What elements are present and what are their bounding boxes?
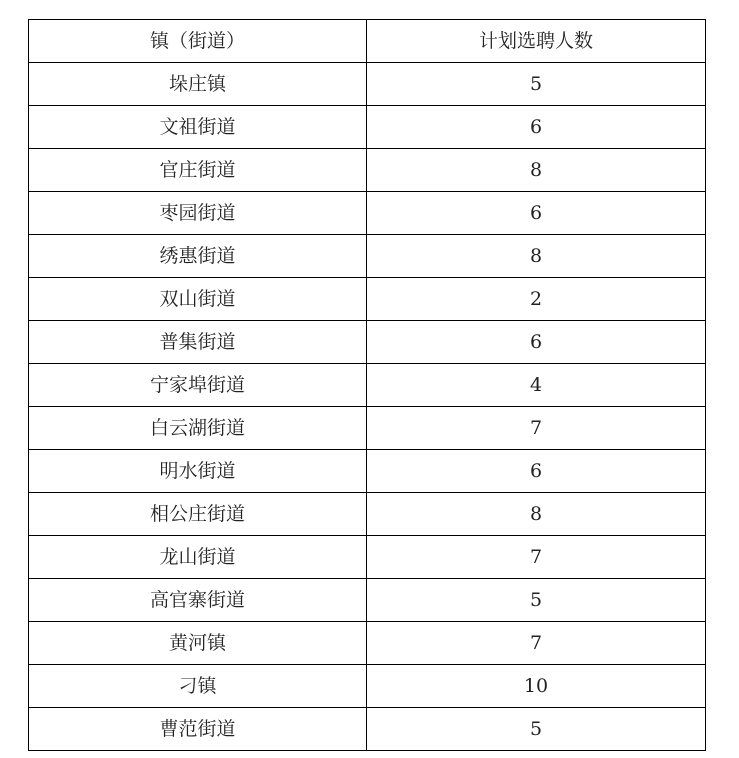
table-row	[29, 493, 706, 536]
count-cell: 7	[367, 407, 706, 450]
table-row	[29, 106, 706, 149]
town-cell: 双山街道	[29, 278, 367, 321]
count-cell: 7	[367, 622, 706, 665]
count-cell: 7	[367, 536, 706, 579]
count-cell: 6	[367, 450, 706, 493]
count-cell: 2	[367, 278, 706, 321]
table-row	[29, 63, 706, 106]
table-header	[29, 20, 706, 63]
table-row	[29, 321, 706, 364]
count-cell: 6	[367, 106, 706, 149]
town-cell: 龙山街道	[29, 536, 367, 579]
table-row	[29, 536, 706, 579]
town-cell: 曹范街道	[29, 708, 367, 751]
count-cell: 6	[367, 321, 706, 364]
table-body	[29, 63, 706, 751]
table-row	[29, 149, 706, 192]
table-row	[29, 407, 706, 450]
count-cell: 5	[367, 579, 706, 622]
town-cell: 高官寨街道	[29, 579, 367, 622]
header-town: 镇（街道）	[29, 20, 367, 63]
header-count: 计划选聘人数	[367, 20, 706, 63]
count-cell: 5	[367, 708, 706, 751]
town-cell: 垛庄镇	[29, 63, 367, 106]
count-cell: 6	[367, 192, 706, 235]
table-row	[29, 450, 706, 493]
count-cell: 4	[367, 364, 706, 407]
town-cell: 宁家埠街道	[29, 364, 367, 407]
count-cell: 8	[367, 493, 706, 536]
town-cell: 绣惠街道	[29, 235, 367, 278]
town-cell: 明水街道	[29, 450, 367, 493]
town-cell: 白云湖街道	[29, 407, 367, 450]
table-row	[29, 278, 706, 321]
count-cell: 5	[367, 63, 706, 106]
count-cell: 10	[367, 665, 706, 708]
count-cell: 8	[367, 149, 706, 192]
town-cell: 黄河镇	[29, 622, 367, 665]
table-row	[29, 708, 706, 751]
town-cell: 刁镇	[29, 665, 367, 708]
table-row	[29, 364, 706, 407]
table-row	[29, 192, 706, 235]
table-row	[29, 579, 706, 622]
town-cell: 官庄街道	[29, 149, 367, 192]
town-cell: 文祖街道	[29, 106, 367, 149]
town-cell: 枣园街道	[29, 192, 367, 235]
town-cell: 相公庄街道	[29, 493, 367, 536]
quota-table	[28, 19, 706, 751]
table-row	[29, 622, 706, 665]
town-cell: 普集街道	[29, 321, 367, 364]
table-row	[29, 235, 706, 278]
table-row	[29, 665, 706, 708]
count-cell: 8	[367, 235, 706, 278]
header-row	[29, 20, 706, 63]
